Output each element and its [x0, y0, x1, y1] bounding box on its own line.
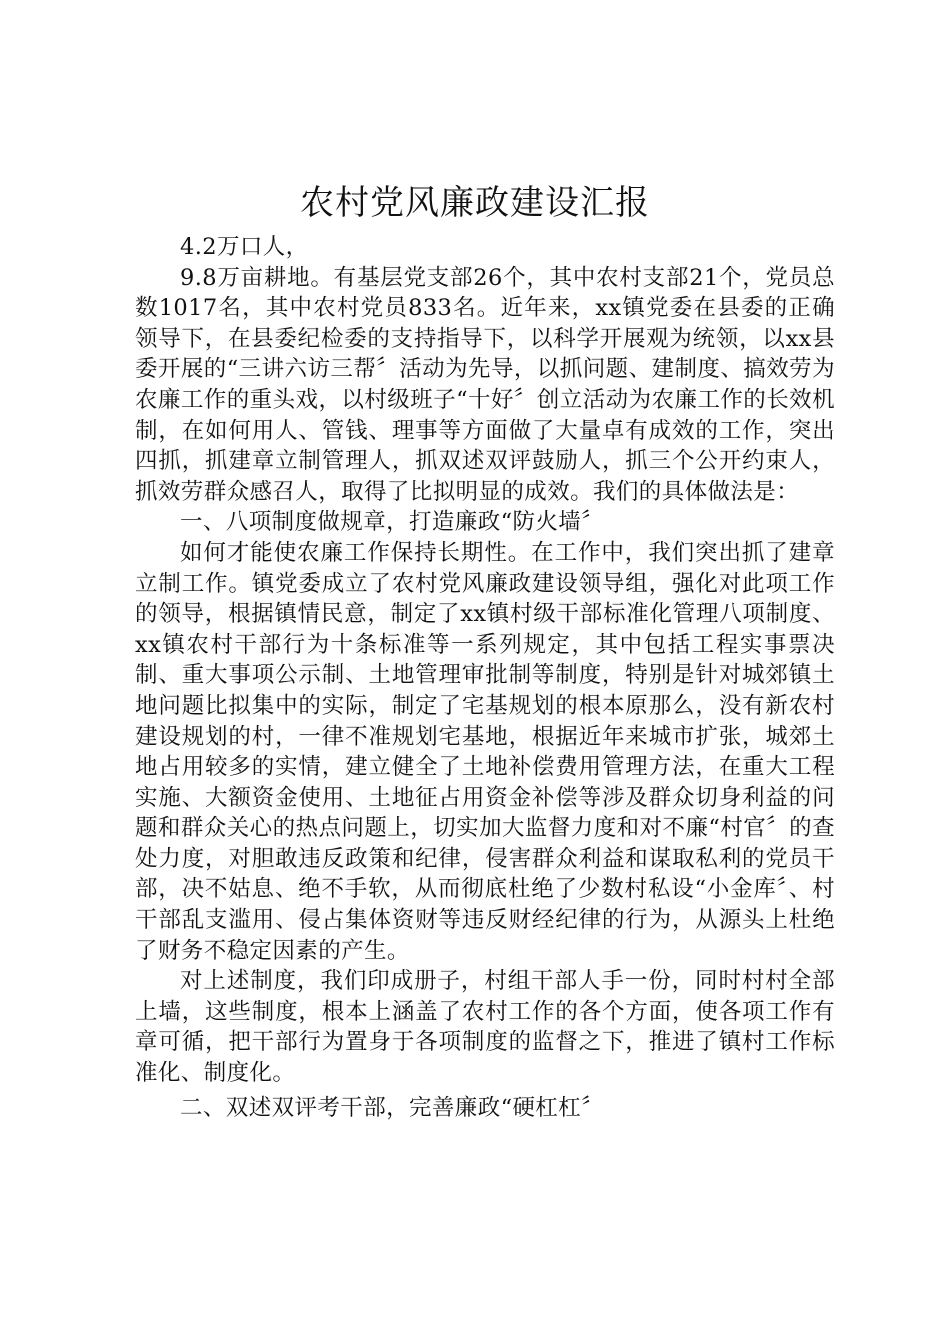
document-body [135, 232, 835, 1123]
paragraph-population: 4.2万口人， [180, 234, 309, 260]
paragraph-overview: 9.8万亩耕地。有基层党支部26个，其中农村支部21个，党员总数1017名，其中农村党员833名。近年来，xx镇党委在县委的正确领导下，在县委纪检委的支持指导下，以科学开展观为统领，以xx县委开展的“三讲六访三帮〞活动为先导，以抓问题、建制度、搞效劳为农廉工作的重头戏，以村级班子“十好〞创立活动为农廉工作的长效机制，在如何用人、管钱、理事等方面做了大量卓有成效的工作，突出四抓，抓建章立制管理人，抓双述双评鼓励人，抓三个公开约束人，抓效劳群众感召人，取得了比拟明显的成效。我们的具体做法是： [135, 264, 835, 505]
section-heading-2: 二、双述双评考干部，完善廉政“硬杠杠〞 [180, 1094, 605, 1121]
section-heading-1: 一、八项制度做规章，打造廉政“防火墙〞 [180, 509, 605, 536]
paragraph-rules: 如何才能使农廉工作保持长期性。在工作中，我们突出抓了建章立制工作。镇党委成立了农村党风廉政建设领导组，强化对此项工作的领导，根据镇情民意，制定了xx镇村级干部标准化管理八项制度、xx镇农村干部行为十条标准等一系列规定，其中包括工程实事票决制、重大事项公示制、土地管理审批制等制度，特别是针对城郊镇土地问题比拟集中的实际，制定了宅基规划的根本原那么，没有新农村建设规划的村，一律不准规划宅基地，根据近年来城市扩张，城郊土地占用较多的实情，建立健全了土地补偿费用管理方法，在重大工程实施、大额资金使用、土地征占用资金补偿等涉及群众切身利益的问题和群众关心的热点问题上，切实加大监督力度和对不廉“村官〞的查处力度，对胆敢违反政策和纪律，侵害群众利益和谋取私利的党员干部，决不姑息、绝不手软，从而彻底杜绝了少数村私设“小金库〞、村干部乱支滥用、侵占集体资财等违反财经纪律的行为，从源头上杜绝了财务不稳定因素的产生。 [135, 539, 835, 964]
document-title: 农村党风廉政建设汇报 [300, 183, 650, 223]
paragraph-booklet: 对上述制度，我们印成册子，村组干部人手一份，同时村村全部上墙，这些制度，根本上涵盖了农村工作的各个方面，使各项工作有章可循，把干部行为置身于各项制度的监督之下，推进了镇村工作标准化、制度化。 [135, 968, 835, 1087]
